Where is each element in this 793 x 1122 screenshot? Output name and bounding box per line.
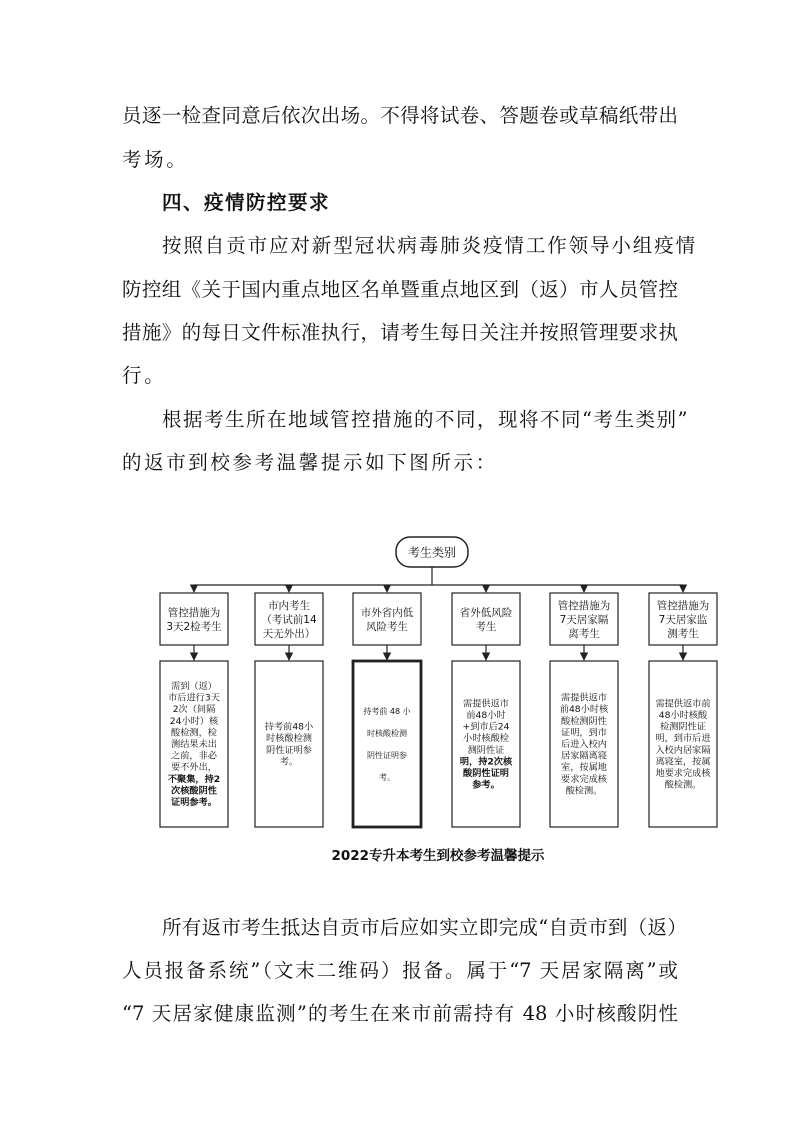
detail-text: 需到（返） — [171, 681, 217, 692]
text-line: 行。 — [122, 364, 167, 387]
detail-node — [353, 661, 421, 827]
category-label: 考生 — [475, 621, 497, 633]
detail-text: 时核酸检测 — [266, 733, 312, 745]
category-label: 3天2检考生 — [166, 621, 222, 633]
detail-text: 需提供返市 — [561, 692, 607, 704]
category-label: 管控措施为 — [167, 607, 221, 619]
text-line: 按照自贡市应对新型冠状病毒肺炎疫情工作领导小组疫情 — [162, 234, 698, 257]
detail-text: 小时核酸检 — [463, 733, 509, 745]
detail-text: 地要求完成核 — [655, 768, 711, 779]
category-label: （考试前14 — [261, 614, 317, 626]
detail-text: 阴性证明参 — [266, 744, 312, 756]
category-label: 省外低风险 — [459, 607, 513, 619]
detail-text: 后进入校内 — [561, 739, 607, 750]
detail-text: 持考前 48 小 — [363, 707, 411, 716]
category-label: 天无外出） — [262, 628, 316, 640]
category-label: 离考生 — [568, 628, 600, 640]
detail-text: 室，按属地 — [561, 762, 607, 774]
detail-text: 参考。 — [472, 779, 500, 791]
category-node — [452, 593, 520, 645]
detail-text: 酸检测阴性 — [561, 715, 607, 727]
text-line: 员逐一检查同意后依次出场。不得将试卷、答题卷或草稿纸带出 — [122, 104, 678, 127]
category-node — [160, 593, 228, 645]
detail-text: 阴性证明参 — [367, 751, 407, 760]
detail-text: 居家隔离寝 — [561, 750, 607, 762]
category-label: 管控措施为 — [656, 600, 710, 612]
text-line: 的返市到校参考温馨提示如下图所示： — [122, 451, 498, 474]
detail-text: 酸检测。 — [565, 785, 603, 797]
detail-text: 时核酸检测 — [367, 729, 407, 738]
diagram-caption: 2022专升本考生到校参考温馨提示 — [331, 848, 545, 864]
detail-text: 之前，非必 — [171, 750, 217, 762]
text-line: 考场。 — [122, 148, 189, 171]
detail-text: 酸阴性证明 — [463, 768, 509, 779]
detail-text: 需提供返市 — [463, 698, 509, 710]
text-line: 防控组《关于国内重点地区名单暨重点地区到（返）市人员管控 — [122, 278, 678, 301]
category-label: 管控措施为 — [557, 600, 611, 612]
section-heading: 四、疫情防控要求 — [162, 191, 331, 214]
detail-text: 要求完成核 — [561, 773, 607, 785]
detail-text: 48小时核酸 — [658, 710, 708, 721]
text-line: 根据考生所在地域管控措施的不同，现将不同“考生类别” — [162, 408, 689, 431]
detail-text: 明，持2次核 — [459, 756, 513, 768]
detail-text: 需提供返市前 — [655, 698, 711, 710]
detail-text: 测阴性证 — [467, 744, 505, 756]
detail-text: +到市后24 — [462, 721, 510, 733]
detail-text: 次核酸阴性 — [171, 785, 217, 797]
detail-text: 2次（间隔 — [172, 704, 216, 716]
detail-text: 检测阴性证 — [660, 721, 706, 733]
detail-text: 考。 — [279, 756, 299, 768]
detail-text: 不聚集，持2 — [167, 773, 221, 785]
detail-text: 测结果未出 — [171, 739, 217, 750]
detail-text: 证明，到市 — [561, 727, 607, 739]
text-line: “7 天居家健康监测”的考生在来市前需持有 48 小时核酸阴性 — [122, 1002, 678, 1025]
detail-text: 市后进行3天 — [168, 692, 220, 704]
detail-text: 前48小时 — [466, 710, 506, 721]
category-label: 7天居家监 — [658, 614, 708, 626]
category-label: 市外省内低 — [360, 607, 414, 619]
detail-text: 酸检测。 — [664, 779, 702, 791]
category-label: 风险考生 — [366, 621, 408, 633]
category-label: 7天居家隔 — [559, 614, 609, 626]
root-label: 考生类别 — [407, 545, 457, 560]
detail-text: 证明参考。 — [171, 797, 217, 808]
detail-text: 持考前48小 — [264, 721, 314, 733]
detail-text: 离寝室，按属 — [655, 756, 711, 768]
category-label: 市内考生 — [268, 600, 310, 612]
detail-text: 考。 — [379, 773, 395, 782]
text-line: 人员报备系统”（文末二维码）报备。属于“7 天居家隔离”或 — [122, 959, 678, 982]
text-line: 所有返市考生抵达自贡市后应如实立即完成“自贡市到（返） — [162, 916, 688, 939]
category-node — [353, 593, 421, 645]
category-label: 测考生 — [667, 628, 699, 640]
detail-text: 入校内居家隔 — [655, 744, 711, 756]
detail-text: 前48小时核 — [559, 704, 609, 716]
detail-text: 24小时）核 — [169, 715, 219, 727]
detail-text: 明，到市后进 — [655, 733, 711, 745]
text-line: 措施》的每日文件标准执行，请考生每日关注并按照管理要求执 — [122, 321, 678, 344]
detail-text: 酸检测，检 — [171, 727, 217, 739]
detail-text: 要不外出， — [171, 762, 217, 774]
